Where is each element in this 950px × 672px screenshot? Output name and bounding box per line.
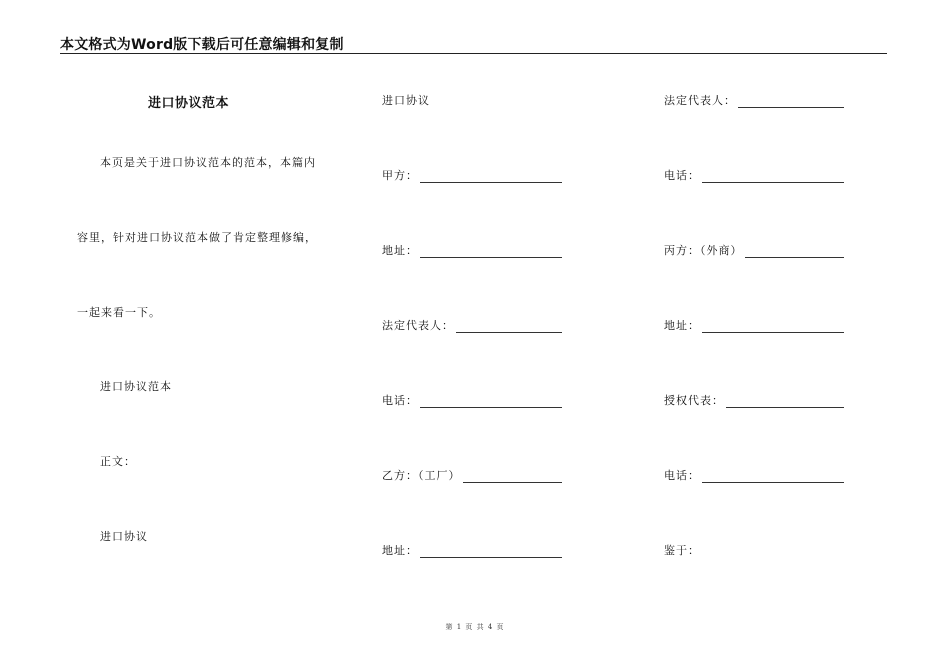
party-b-representative-field: [664, 92, 844, 108]
party-c-field: [664, 242, 844, 258]
blank-line: [420, 172, 562, 183]
party-a-phone-field: [382, 392, 562, 408]
field-label: 乙方：（工厂）: [382, 469, 461, 482]
field-label: 授权代表：: [664, 394, 724, 407]
party-c-authorized-representative-field: [664, 392, 844, 408]
field-label: 法定代表人：: [382, 319, 454, 332]
party-a-representative-field: [382, 317, 562, 333]
blank-line: [420, 547, 562, 558]
field-label: 法定代表人：: [664, 94, 736, 107]
intro-line-1: 本页是关于进口协议范本的范本，本篇内: [100, 156, 316, 169]
intro-line-2: 容里，针对进口协议范本做了肯定整理修编，: [77, 231, 317, 244]
blank-line: [738, 97, 844, 108]
document-header: 本文格式为Word版下载后可任意编辑和复制: [60, 37, 344, 53]
page-number: 第 1 页 共 4 页: [445, 623, 505, 631]
agreement-heading: 进口协议: [382, 94, 430, 107]
blank-line: [420, 247, 562, 258]
party-b-phone-field: [664, 167, 844, 183]
field-label: 甲方：: [382, 169, 418, 182]
blank-line: [456, 322, 562, 333]
blank-line: [420, 397, 562, 408]
intro-line-3: 一起来看一下。: [77, 306, 161, 319]
blank-line: [745, 247, 845, 258]
party-a-address-field: [382, 242, 562, 258]
party-b-field: [382, 467, 562, 483]
party-c-address-field: [664, 317, 844, 333]
field-label: 丙方：（外商）: [664, 244, 743, 257]
field-label: 地址：: [382, 544, 418, 557]
whereas-label: 鉴于：: [664, 544, 700, 557]
blank-line: [702, 472, 844, 483]
field-label: 电话：: [664, 169, 700, 182]
document-title: 进口协议范本: [148, 96, 230, 111]
section-heading: 进口协议范本: [100, 380, 172, 393]
field-label: 地址：: [664, 319, 700, 332]
blank-line: [702, 172, 844, 183]
blank-line: [726, 397, 844, 408]
party-a-field: [382, 167, 562, 183]
field-label: 电话：: [664, 469, 700, 482]
blank-line: [702, 322, 844, 333]
header-divider: [60, 53, 887, 54]
party-b-address-field: [382, 542, 562, 558]
sub-heading: 进口协议: [100, 530, 148, 543]
field-label: 电话：: [382, 394, 418, 407]
body-label: 正文：: [100, 455, 136, 468]
party-c-phone-field: [664, 467, 844, 483]
field-label: 地址：: [382, 244, 418, 257]
blank-line: [463, 472, 563, 483]
